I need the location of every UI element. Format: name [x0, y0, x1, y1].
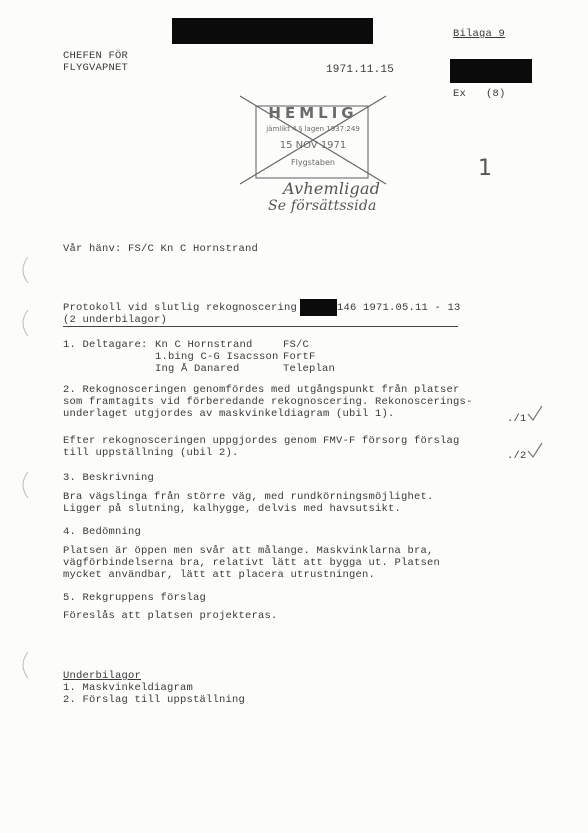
section-1-heading: 1. Deltagare: — [63, 339, 148, 351]
section-2b-line: Efter rekognosceringen uppgjordes genom FMV-F försorg förslag — [63, 435, 460, 447]
section-4-line: vägförbindelserna bra, relativt lätt att bygga ut. Platsen — [63, 557, 441, 569]
attachment-label: Bilaga 9 — [453, 28, 506, 40]
section-2-line: som framtagits vid förberedande rekognoscering. Rekonoscerings- — [63, 396, 473, 408]
stamp-law-line: jämlikt 4 § lagen 1937:249 — [266, 125, 360, 133]
redaction-right — [450, 59, 532, 83]
participant-name: 1.bing C-G Isacsson — [155, 351, 279, 363]
section-5-heading: 5. Rekgruppens förslag — [63, 592, 207, 604]
section-4-line: mycket användbar, lätt att placera utrustningen. — [63, 569, 376, 581]
stamp-date: 15 NOV 1971 — [279, 140, 347, 151]
section-2-line: 2. Rekognosceringen genomfördes med utgångspunkt från platser — [63, 384, 460, 396]
punch-hole-mark — [16, 650, 30, 680]
reference-line: Vår hänv: FS/C Kn C Hornstrand — [63, 243, 259, 255]
attachments-heading: Underbilagor — [63, 670, 142, 682]
participant-name: Kn C Hornstrand — [155, 339, 253, 351]
section-2-line: underlaget utgjordes av maskvinkeldiagram (ubil 1). — [63, 408, 395, 420]
participant-name: Ing Å Danared — [155, 363, 240, 375]
section-3-line: Bra vägslinga från större väg, med rundkörningsmöjlighet. — [63, 491, 434, 503]
margin-ref-1: ./1 — [507, 413, 527, 425]
subject-prefix: Protokoll vid slutlig rekognoscering — [63, 302, 298, 314]
attachment-item: 1. Maskvinkeldiagram — [63, 682, 194, 694]
stamp-issuer: Flygstaben — [291, 158, 335, 167]
subject-subline: (2 underbilagor) — [63, 314, 168, 326]
checkmark-icon — [526, 441, 544, 459]
attachment-item: 2. Förslag till uppställning — [63, 694, 246, 706]
punch-hole-mark — [16, 470, 30, 500]
participant-unit: FortF — [283, 351, 316, 363]
subject-suffix: 146 1971.05.11 - 13 — [337, 302, 461, 314]
participant-unit: Teleplan — [283, 363, 336, 375]
checkmark-icon — [526, 404, 544, 422]
handwritten-declassified: Avhemligad — [283, 179, 381, 198]
section-4-line: Platsen är öppen men svår att målange. Maskvinklarna bra, — [63, 545, 434, 557]
punch-hole-mark — [16, 255, 30, 285]
redaction-top — [172, 18, 373, 44]
redaction-subject — [300, 299, 337, 316]
margin-ref-2: ./2 — [507, 450, 527, 462]
punch-hole-mark — [16, 308, 30, 338]
classification-stamp — [238, 94, 388, 186]
sender-line-1: CHEFEN FÖR — [63, 50, 129, 62]
section-2b-line: till uppställning (ubil 2). — [63, 447, 239, 459]
copy-label: Ex — [453, 88, 467, 100]
stamp-title: HEMLIG — [268, 104, 358, 122]
document-date: 1971.11.15 — [326, 64, 395, 76]
participant-unit: FS/C — [283, 339, 310, 351]
handwritten-see-cover: Se försättssida — [268, 198, 377, 214]
section-3-line: Ligger på slutning, kalhygge, delvis med havsutsikt. — [63, 503, 402, 515]
subject-underline — [63, 326, 458, 327]
section-5-line: Föreslås att platsen projekteras. — [63, 610, 278, 622]
section-4-heading: 4. Bedömning — [63, 526, 142, 538]
page-number: 1 — [478, 156, 492, 181]
section-3-heading: 3. Beskrivning — [63, 472, 155, 484]
sender-line-2: FLYGVAPNET — [63, 62, 129, 74]
copy-number: (8) — [486, 88, 506, 100]
